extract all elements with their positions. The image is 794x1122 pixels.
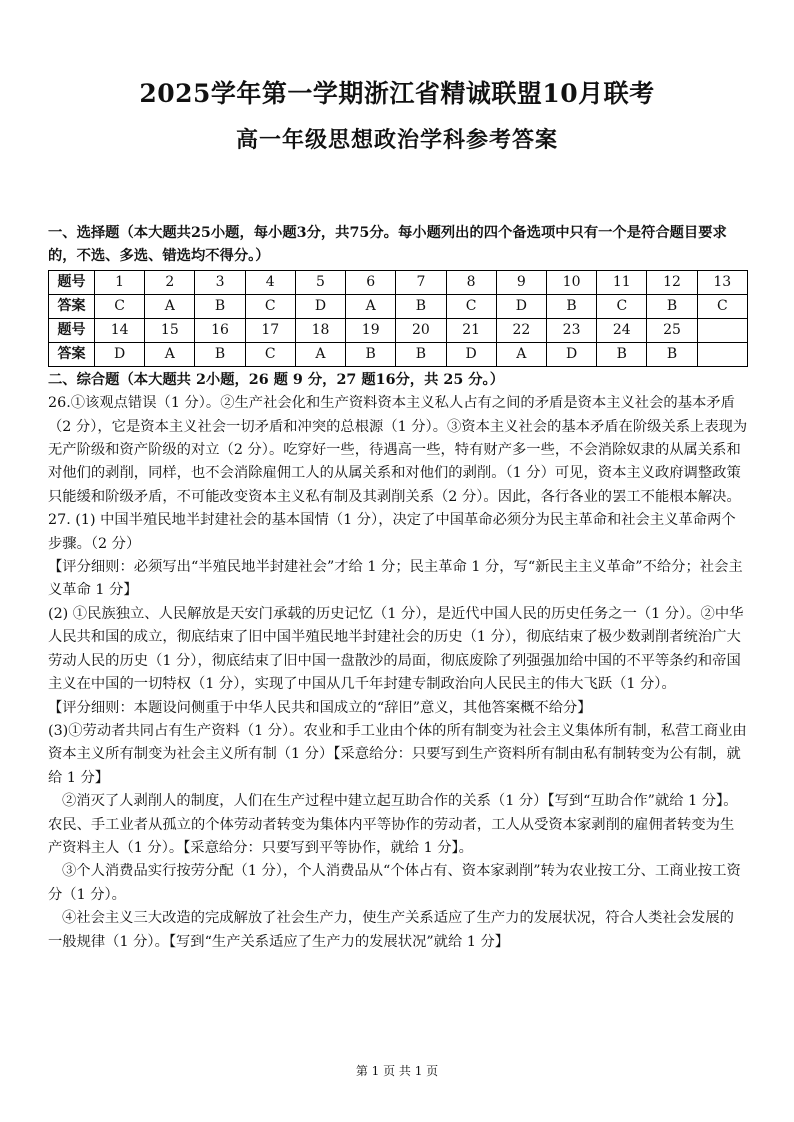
table-cell: B — [195, 294, 245, 318]
table-cell: 8 — [446, 270, 496, 294]
table-cell: 25 — [647, 318, 697, 342]
table-cell: 16 — [195, 318, 245, 342]
table-cell: 13 — [697, 270, 747, 294]
table-cell: 12 — [647, 270, 697, 294]
question-number-row — [49, 270, 748, 294]
table-cell: 6 — [346, 270, 396, 294]
question-number-row — [49, 318, 748, 342]
table-cell — [697, 318, 747, 342]
table-cell: B — [546, 294, 596, 318]
table-cell: B — [396, 342, 446, 366]
table-cell: 1 — [95, 270, 145, 294]
table-cell: C — [95, 294, 145, 318]
q27-3-point-4: ④社会主义三大改造的完成解放了社会生产力，使生产关系适应了生产力的发展状况，符合人类社会发展的一般规律（1 分）。【写到“生产关系适应了生产力的发展状况”就给 1 分】 — [48, 910, 734, 950]
table-cell: 19 — [346, 318, 396, 342]
table-cell: 23 — [546, 318, 596, 342]
table-cell: 9 — [496, 270, 546, 294]
table-cell: D — [546, 342, 596, 366]
row-label: 答案 — [49, 294, 95, 318]
table-cell: B — [597, 342, 647, 366]
table-cell: 2 — [145, 270, 195, 294]
table-cell: B — [195, 342, 245, 366]
table-cell: D — [95, 342, 145, 366]
q27-3-point-1: (3)①劳动者共同占有生产资料（1 分）。农业和手工业由个体的所有制变为社会主义集体所有制，私营工商业由资本主义所有制变为社会主义所有制（1 分）【采意给分：只要写到生产资料所有制由私有制转变为公有制，就给 1 分】 — [48, 722, 747, 786]
section1-heading: 一、选择题（本大题共25小题，每小题3分，共75分。每小题列出的四个备选项中只有一个是符合题目要求的，不选、多选、错选均不得分。） — [48, 225, 727, 265]
table-cell: 10 — [546, 270, 596, 294]
q26-answer: 26.①该观点错误（1 分）。②生产社会化和生产资料资本主义私人占有之间的矛盾是资本主义社会的基本矛盾（2 分），它是资本主义社会一切矛盾和冲突的总根源（1 分）。③资本主义社会的基本矛盾在阶级关系上表现为无产阶级和资产阶级的对立（2 分）。吃穿好一些，待遇高一些，特有财产多一些，不会消除奴隶的从属关系和对他们的剥削，同样，也不会消除雇佣工人的从属关系和对他们的剥削。（1 分）可见，资本主义政府调整政策只能缓和阶级矛盾，不可能改变资本主义私有制及其剥削关系（2 分）。因此，各行各业的罢工不能根本解决。 — [48, 395, 748, 505]
row-label: 答案 — [49, 342, 95, 366]
table-cell: 21 — [446, 318, 496, 342]
answer-content — [48, 222, 748, 954]
table-cell: C — [697, 294, 747, 318]
table-cell: 18 — [295, 318, 345, 342]
table-cell: 14 — [95, 318, 145, 342]
table-cell: D — [496, 294, 546, 318]
table-cell: A — [145, 294, 195, 318]
table-cell: D — [446, 342, 496, 366]
table-cell: A — [346, 294, 396, 318]
table-cell: 17 — [245, 318, 295, 342]
q27-2-scoring-note: 【评分细则：本题设问侧重于中华人民共和国成立的“辞旧”意义，其他答案概不给分】 — [48, 699, 592, 716]
table-cell: B — [647, 342, 697, 366]
table-cell: C — [597, 294, 647, 318]
table-cell: B — [396, 294, 446, 318]
table-cell: B — [647, 294, 697, 318]
table-cell: 5 — [295, 270, 345, 294]
table-cell: 20 — [396, 318, 446, 342]
table-cell: C — [245, 342, 295, 366]
page-footer: 第 1 页 共 1 页 — [355, 1064, 439, 1078]
q27-1-answer: 27. (1) 中国半殖民地半封建社会的基本国情（1 分），决定了中国革命必须分为民主革命和社会主义革命两个步骤。（2 分） — [48, 512, 736, 552]
table-cell: 15 — [145, 318, 195, 342]
q27-1-scoring-note: 【评分细则：必须写出“半殖民地半封建社会”才给 1 分；民主革命 1 分，写“新民主主义革命”不给分；社会主义革命 1 分】 — [48, 559, 743, 599]
answer-row — [49, 342, 748, 366]
q27-3-point-2: ②消灭了人剥削人的制度，人们在生产过程中建立起互助合作的关系（1 分）【写到“互助合作”就给 1 分】。农民、手工业者从孤立的个体劳动者转变为集体内平等协作的劳动者，工人从受资本家剥削的雇佣者转变为生产资料主人（1 分）。【采意给分：只要写到平等协作，就给 1 分】。 — [48, 793, 738, 856]
table-cell: 24 — [597, 318, 647, 342]
table-cell: 7 — [396, 270, 446, 294]
answer-row — [49, 294, 748, 318]
row-label: 题号 — [49, 318, 95, 342]
row-label: 题号 — [49, 270, 95, 294]
table-cell: D — [295, 294, 345, 318]
table-cell: A — [295, 342, 345, 366]
q27-2-answer: (2) ①民族独立、人民解放是天安门承载的历史记忆（1 分），是近代中国人民的历史任务之一（1 分）。②中华人民共和国的成立，彻底结束了旧中国半殖民地半封建社会的历史（1 分），彻底结束了极少数剥削者统治广大劳动人民的历史（1 分），彻底结束了旧中国一盘散沙的局面，彻底废除了列强强加给中国的不平等条约和帝国主义在中国的一切特权（1 分），实现了中国从几千年封建专制政治向人民民主的伟大飞跃（1 分）。 — [48, 605, 744, 693]
answer-table — [48, 270, 748, 367]
exam-subtitle: 高一年级思想政治学科参考答案 — [235, 127, 558, 153]
table-cell: A — [496, 342, 546, 366]
exam-title: 2025学年第一学期浙江省精诚联盟10月联考 — [139, 79, 655, 108]
table-cell: 4 — [245, 270, 295, 294]
table-cell: 11 — [597, 270, 647, 294]
table-cell: B — [346, 342, 396, 366]
table-cell: C — [245, 294, 295, 318]
table-cell: 22 — [496, 318, 546, 342]
q27-3-point-3: ③个人消费品实行按劳分配（1 分），个人消费品从“个体占有、资本家剥削”转为农业按工分、工商业按工资分（1 分）。 — [48, 863, 741, 903]
section2-heading: 二、综合题（本大题共 2小题，26 题 9 分，27 题16分，共 25 分。） — [48, 371, 504, 388]
table-cell: 3 — [195, 270, 245, 294]
table-cell: A — [145, 342, 195, 366]
table-cell: C — [446, 294, 496, 318]
table-cell — [697, 342, 747, 366]
